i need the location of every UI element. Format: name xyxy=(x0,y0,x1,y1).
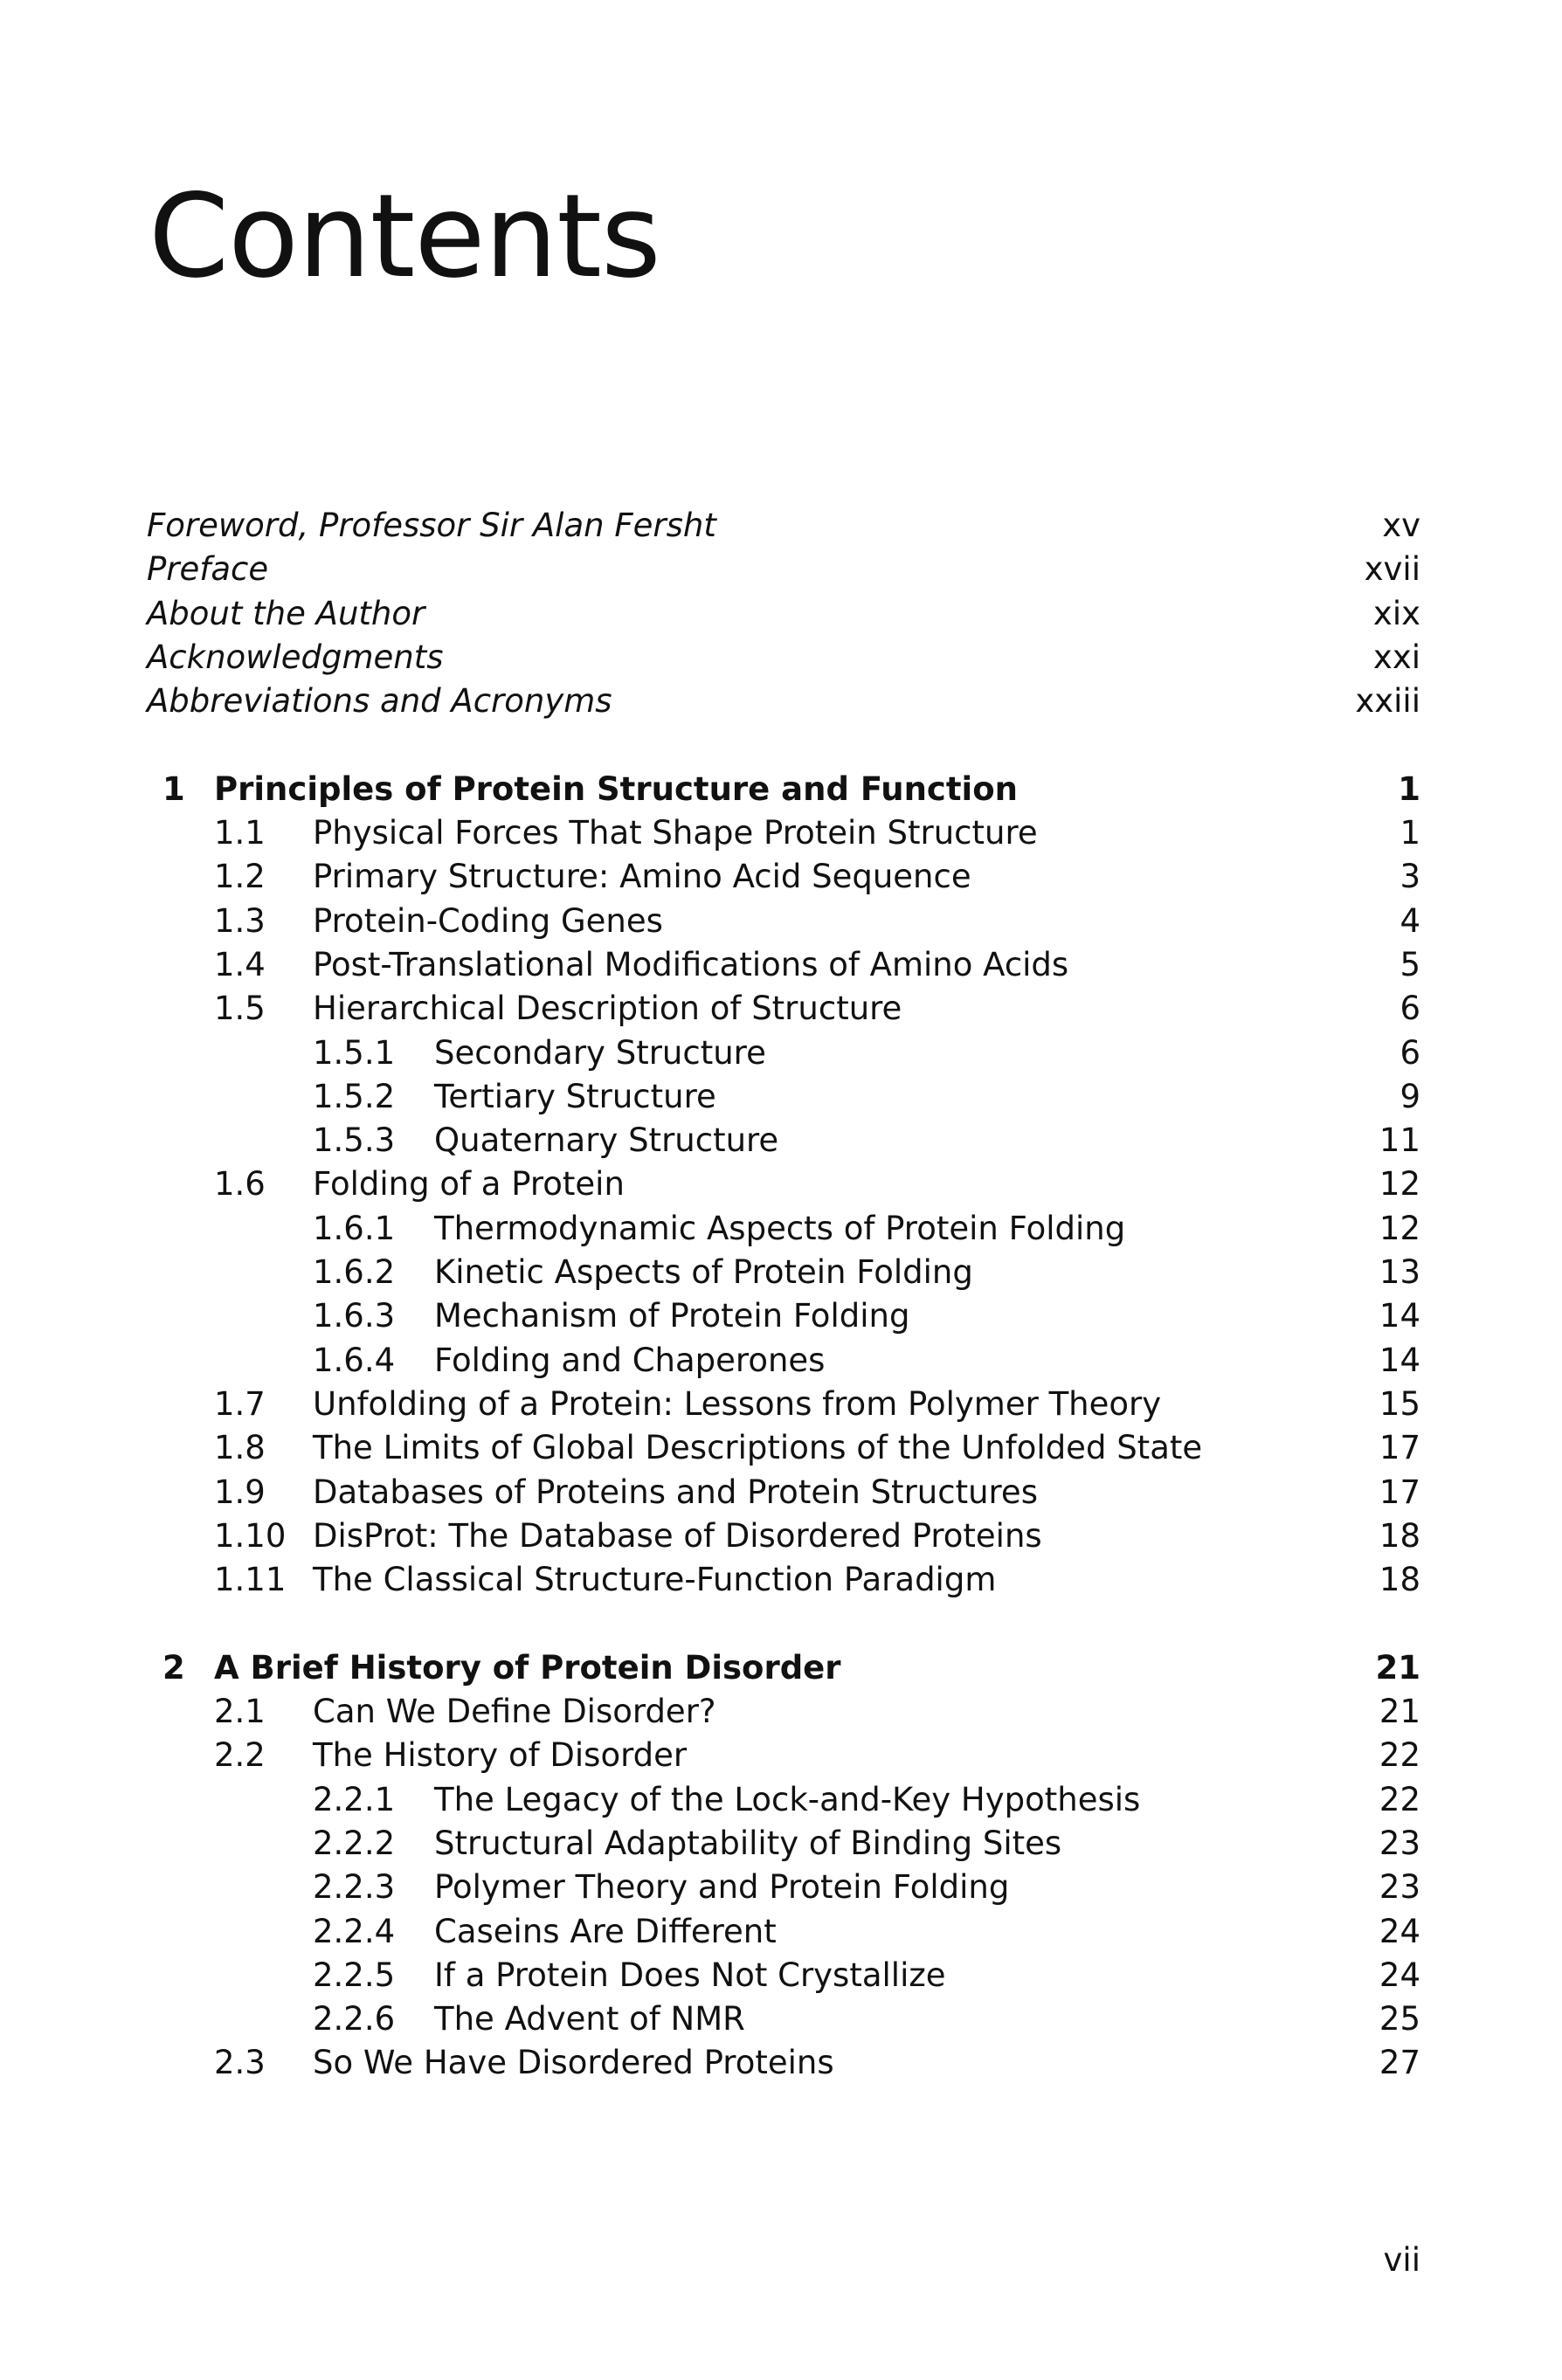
toc-subsection-title: Caseins Are Different xyxy=(434,1912,777,1950)
toc-entry-title: About the Author xyxy=(147,594,425,632)
toc-section-page: 12 xyxy=(1379,1165,1420,1204)
table-of-contents xyxy=(0,504,1562,2086)
toc-section-page: 6 xyxy=(1400,990,1420,1028)
toc-entry-title: Abbreviations and Acronyms xyxy=(147,682,612,721)
toc-section-number: 2.1 xyxy=(214,1693,266,1731)
toc-subsection-page: 14 xyxy=(1379,1341,1420,1379)
toc-section-title: Primary Structure: Amino Acid Sequence xyxy=(313,858,971,896)
toc-section-title: The Classical Structure-Function Paradigm xyxy=(313,1561,997,1599)
toc-section-1-5[interactable] xyxy=(0,987,1562,1031)
toc-chapter-number: 2 xyxy=(162,1648,185,1687)
toc-subsection-page: 24 xyxy=(1379,1912,1420,1950)
toc-entry-page: xv xyxy=(1382,507,1420,544)
toc-subsection-number: 1.6.3 xyxy=(313,1297,396,1335)
toc-chapter-title: A Brief History of Protein Disorder xyxy=(214,1648,841,1687)
toc-entry-page: xxi xyxy=(1372,638,1420,676)
toc-entry-preface[interactable] xyxy=(0,548,1562,591)
toc-section-title: The Limits of Global Descriptions of the Unfolded State xyxy=(313,1429,1203,1467)
toc-subsection-2-2-5[interactable] xyxy=(0,1954,1562,1997)
toc-subsection-title: The Advent of NMR xyxy=(434,2000,745,2039)
toc-subsection-2-2-3[interactable] xyxy=(0,1866,1562,1909)
toc-subsection-number: 1.5.3 xyxy=(313,1121,396,1160)
toc-section-page: 3 xyxy=(1400,858,1420,896)
toc-subsection-page: 14 xyxy=(1379,1297,1420,1335)
toc-section-title: Physical Forces That Shape Protein Structure xyxy=(313,814,1038,852)
toc-section-1-3[interactable] xyxy=(0,900,1562,943)
toc-subsection-number: 2.2.2 xyxy=(313,1824,396,1862)
toc-subsection-1-6-2[interactable] xyxy=(0,1251,1562,1294)
toc-section-number: 1.10 xyxy=(214,1516,287,1555)
toc-section-number: 2.3 xyxy=(214,2044,266,2082)
toc-subsection-number: 2.2.4 xyxy=(313,1912,396,1950)
toc-section-1-2[interactable] xyxy=(0,855,1562,899)
toc-subsection-number: 2.2.3 xyxy=(313,1868,396,1907)
toc-subsection-page: 12 xyxy=(1379,1209,1420,1247)
toc-entry-abbreviations[interactable] xyxy=(0,680,1562,723)
spacer xyxy=(0,1602,1562,1645)
toc-subsection-title: Quaternary Structure xyxy=(434,1121,779,1160)
page-number: vii xyxy=(1383,2241,1420,2279)
toc-subsection-title: Thermodynamic Aspects of Protein Folding xyxy=(434,1209,1126,1247)
toc-entry-page: xix xyxy=(1372,594,1420,632)
toc-section-page: 1 xyxy=(1400,814,1420,852)
toc-section-title: Can We Define Disorder? xyxy=(313,1693,716,1731)
toc-subsection-page: 9 xyxy=(1400,1077,1420,1115)
toc-section-number: 1.4 xyxy=(214,945,266,983)
toc-section-title: DisProt: The Database of Disordered Proteins xyxy=(313,1516,1042,1555)
toc-subsection-number: 2.2.5 xyxy=(313,1956,396,1994)
toc-entry-title: Acknowledgments xyxy=(147,638,444,676)
toc-subsection-title: The Legacy of the Lock-and-Key Hypothesis xyxy=(434,1780,1141,1818)
toc-section-title: Protein-Coding Genes xyxy=(313,901,663,940)
toc-subsection-title: Mechanism of Protein Folding xyxy=(434,1297,910,1335)
spacer xyxy=(0,723,1562,767)
toc-subsection-number: 1.6.4 xyxy=(313,1341,396,1379)
toc-section-page: 15 xyxy=(1379,1384,1420,1423)
toc-section-page: 27 xyxy=(1379,2044,1420,2082)
toc-subsection-1-5-3[interactable] xyxy=(0,1119,1562,1162)
toc-entry-page: xxiii xyxy=(1355,682,1420,721)
toc-entry-foreword[interactable] xyxy=(0,504,1562,548)
toc-section-title: The History of Disorder xyxy=(313,1736,688,1775)
toc-section-1-4[interactable] xyxy=(0,943,1562,987)
toc-subsection-2-2-1[interactable] xyxy=(0,1778,1562,1822)
toc-section-2-3[interactable] xyxy=(0,2041,1562,2085)
toc-section-page: 21 xyxy=(1379,1693,1420,1731)
toc-chapter-title: Principles of Protein Structure and Function xyxy=(214,769,1018,808)
toc-subsection-1-5-2[interactable] xyxy=(0,1075,1562,1119)
toc-section-1-9[interactable] xyxy=(0,1471,1562,1514)
toc-section-1-6[interactable] xyxy=(0,1162,1562,1206)
toc-section-number: 1.3 xyxy=(214,901,266,940)
toc-subsection-1-6-3[interactable] xyxy=(0,1294,1562,1338)
toc-section-number: 1.1 xyxy=(214,814,266,852)
toc-chapter-page: 21 xyxy=(1375,1648,1420,1687)
toc-subsection-2-2-6[interactable] xyxy=(0,1997,1562,2041)
toc-section-2-2[interactable] xyxy=(0,1734,1562,1777)
toc-subsection-1-6-1[interactable] xyxy=(0,1207,1562,1251)
toc-subsection-title: Secondary Structure xyxy=(434,1033,766,1072)
toc-section-title: Unfolding of a Protein: Lessons from Polymer Theory xyxy=(313,1384,1162,1423)
toc-chapter-2[interactable] xyxy=(0,1646,1562,1690)
toc-section-number: 1.11 xyxy=(214,1561,287,1599)
toc-section-page: 4 xyxy=(1400,901,1420,940)
toc-section-number: 1.8 xyxy=(214,1429,266,1467)
toc-chapter-1[interactable] xyxy=(0,768,1562,811)
toc-section-1-7[interactable] xyxy=(0,1383,1562,1426)
toc-entry-acknowledgments[interactable] xyxy=(0,636,1562,680)
toc-subsection-title: Folding and Chaperones xyxy=(434,1341,826,1379)
page-title: Contents xyxy=(149,169,660,304)
toc-chapter-number: 1 xyxy=(162,769,185,808)
toc-subsection-1-5-1[interactable] xyxy=(0,1031,1562,1075)
toc-subsection-page: 13 xyxy=(1379,1253,1420,1292)
toc-subsection-number: 1.6.1 xyxy=(313,1209,396,1247)
toc-subsection-number: 1.5.2 xyxy=(313,1077,396,1115)
toc-subsection-page: 23 xyxy=(1379,1824,1420,1862)
toc-subsection-title: Tertiary Structure xyxy=(434,1077,716,1115)
toc-subsection-page: 22 xyxy=(1379,1780,1420,1818)
toc-section-1-1[interactable] xyxy=(0,811,1562,855)
toc-subsection-page: 24 xyxy=(1379,1956,1420,1994)
toc-subsection-page: 11 xyxy=(1379,1121,1420,1160)
toc-section-title: Databases of Proteins and Protein Structures xyxy=(313,1473,1038,1511)
toc-subsection-page: 25 xyxy=(1379,2000,1420,2039)
toc-section-number: 1.6 xyxy=(214,1165,266,1204)
toc-section-number: 1.2 xyxy=(214,858,266,896)
toc-subsection-page: 23 xyxy=(1379,1868,1420,1907)
toc-subsection-1-6-4[interactable] xyxy=(0,1339,1562,1383)
toc-chapter-page: 1 xyxy=(1398,769,1420,808)
toc-subsection-2-2-4[interactable] xyxy=(0,1910,1562,1954)
toc-entry-title: Preface xyxy=(147,550,269,589)
toc-section-number: 1.5 xyxy=(214,990,266,1028)
toc-subsection-page: 6 xyxy=(1400,1033,1420,1072)
toc-section-title: Folding of a Protein xyxy=(313,1165,625,1204)
toc-section-title: Post-Translational Modifications of Amino Acids xyxy=(313,945,1069,983)
toc-section-1-11[interactable] xyxy=(0,1558,1562,1602)
toc-subsection-number: 1.6.2 xyxy=(313,1253,396,1292)
toc-entry-page: xvii xyxy=(1364,550,1420,589)
toc-subsection-title: Kinetic Aspects of Protein Folding xyxy=(434,1253,973,1292)
toc-section-title: So We Have Disordered Proteins xyxy=(313,2044,834,2082)
toc-section-2-1[interactable] xyxy=(0,1690,1562,1734)
toc-subsection-number: 1.5.1 xyxy=(313,1033,396,1072)
toc-subsection-number: 2.2.1 xyxy=(313,1780,396,1818)
toc-section-page: 18 xyxy=(1379,1516,1420,1555)
toc-subsection-title: Polymer Theory and Protein Folding xyxy=(434,1868,1010,1907)
toc-section-page: 17 xyxy=(1379,1473,1420,1511)
toc-section-1-10[interactable] xyxy=(0,1514,1562,1558)
toc-subsection-title: If a Protein Does Not Crystallize xyxy=(434,1956,946,1994)
toc-section-1-8[interactable] xyxy=(0,1426,1562,1470)
toc-subsection-2-2-2[interactable] xyxy=(0,1822,1562,1866)
toc-section-page: 17 xyxy=(1379,1429,1420,1467)
toc-section-number: 1.9 xyxy=(214,1473,266,1511)
toc-section-title: Hierarchical Description of Structure xyxy=(313,990,902,1028)
toc-subsection-title: Structural Adaptability of Binding Sites xyxy=(434,1824,1062,1862)
toc-entry-title: Foreword, Professor Sir Alan Fersht xyxy=(147,507,716,544)
toc-subsection-number: 2.2.6 xyxy=(313,2000,396,2039)
toc-section-page: 5 xyxy=(1400,945,1420,983)
toc-section-page: 18 xyxy=(1379,1561,1420,1599)
toc-section-number: 2.2 xyxy=(214,1736,266,1775)
toc-section-page: 22 xyxy=(1379,1736,1420,1775)
toc-entry-about-the-author[interactable] xyxy=(0,592,1562,636)
toc-section-number: 1.7 xyxy=(214,1384,266,1423)
